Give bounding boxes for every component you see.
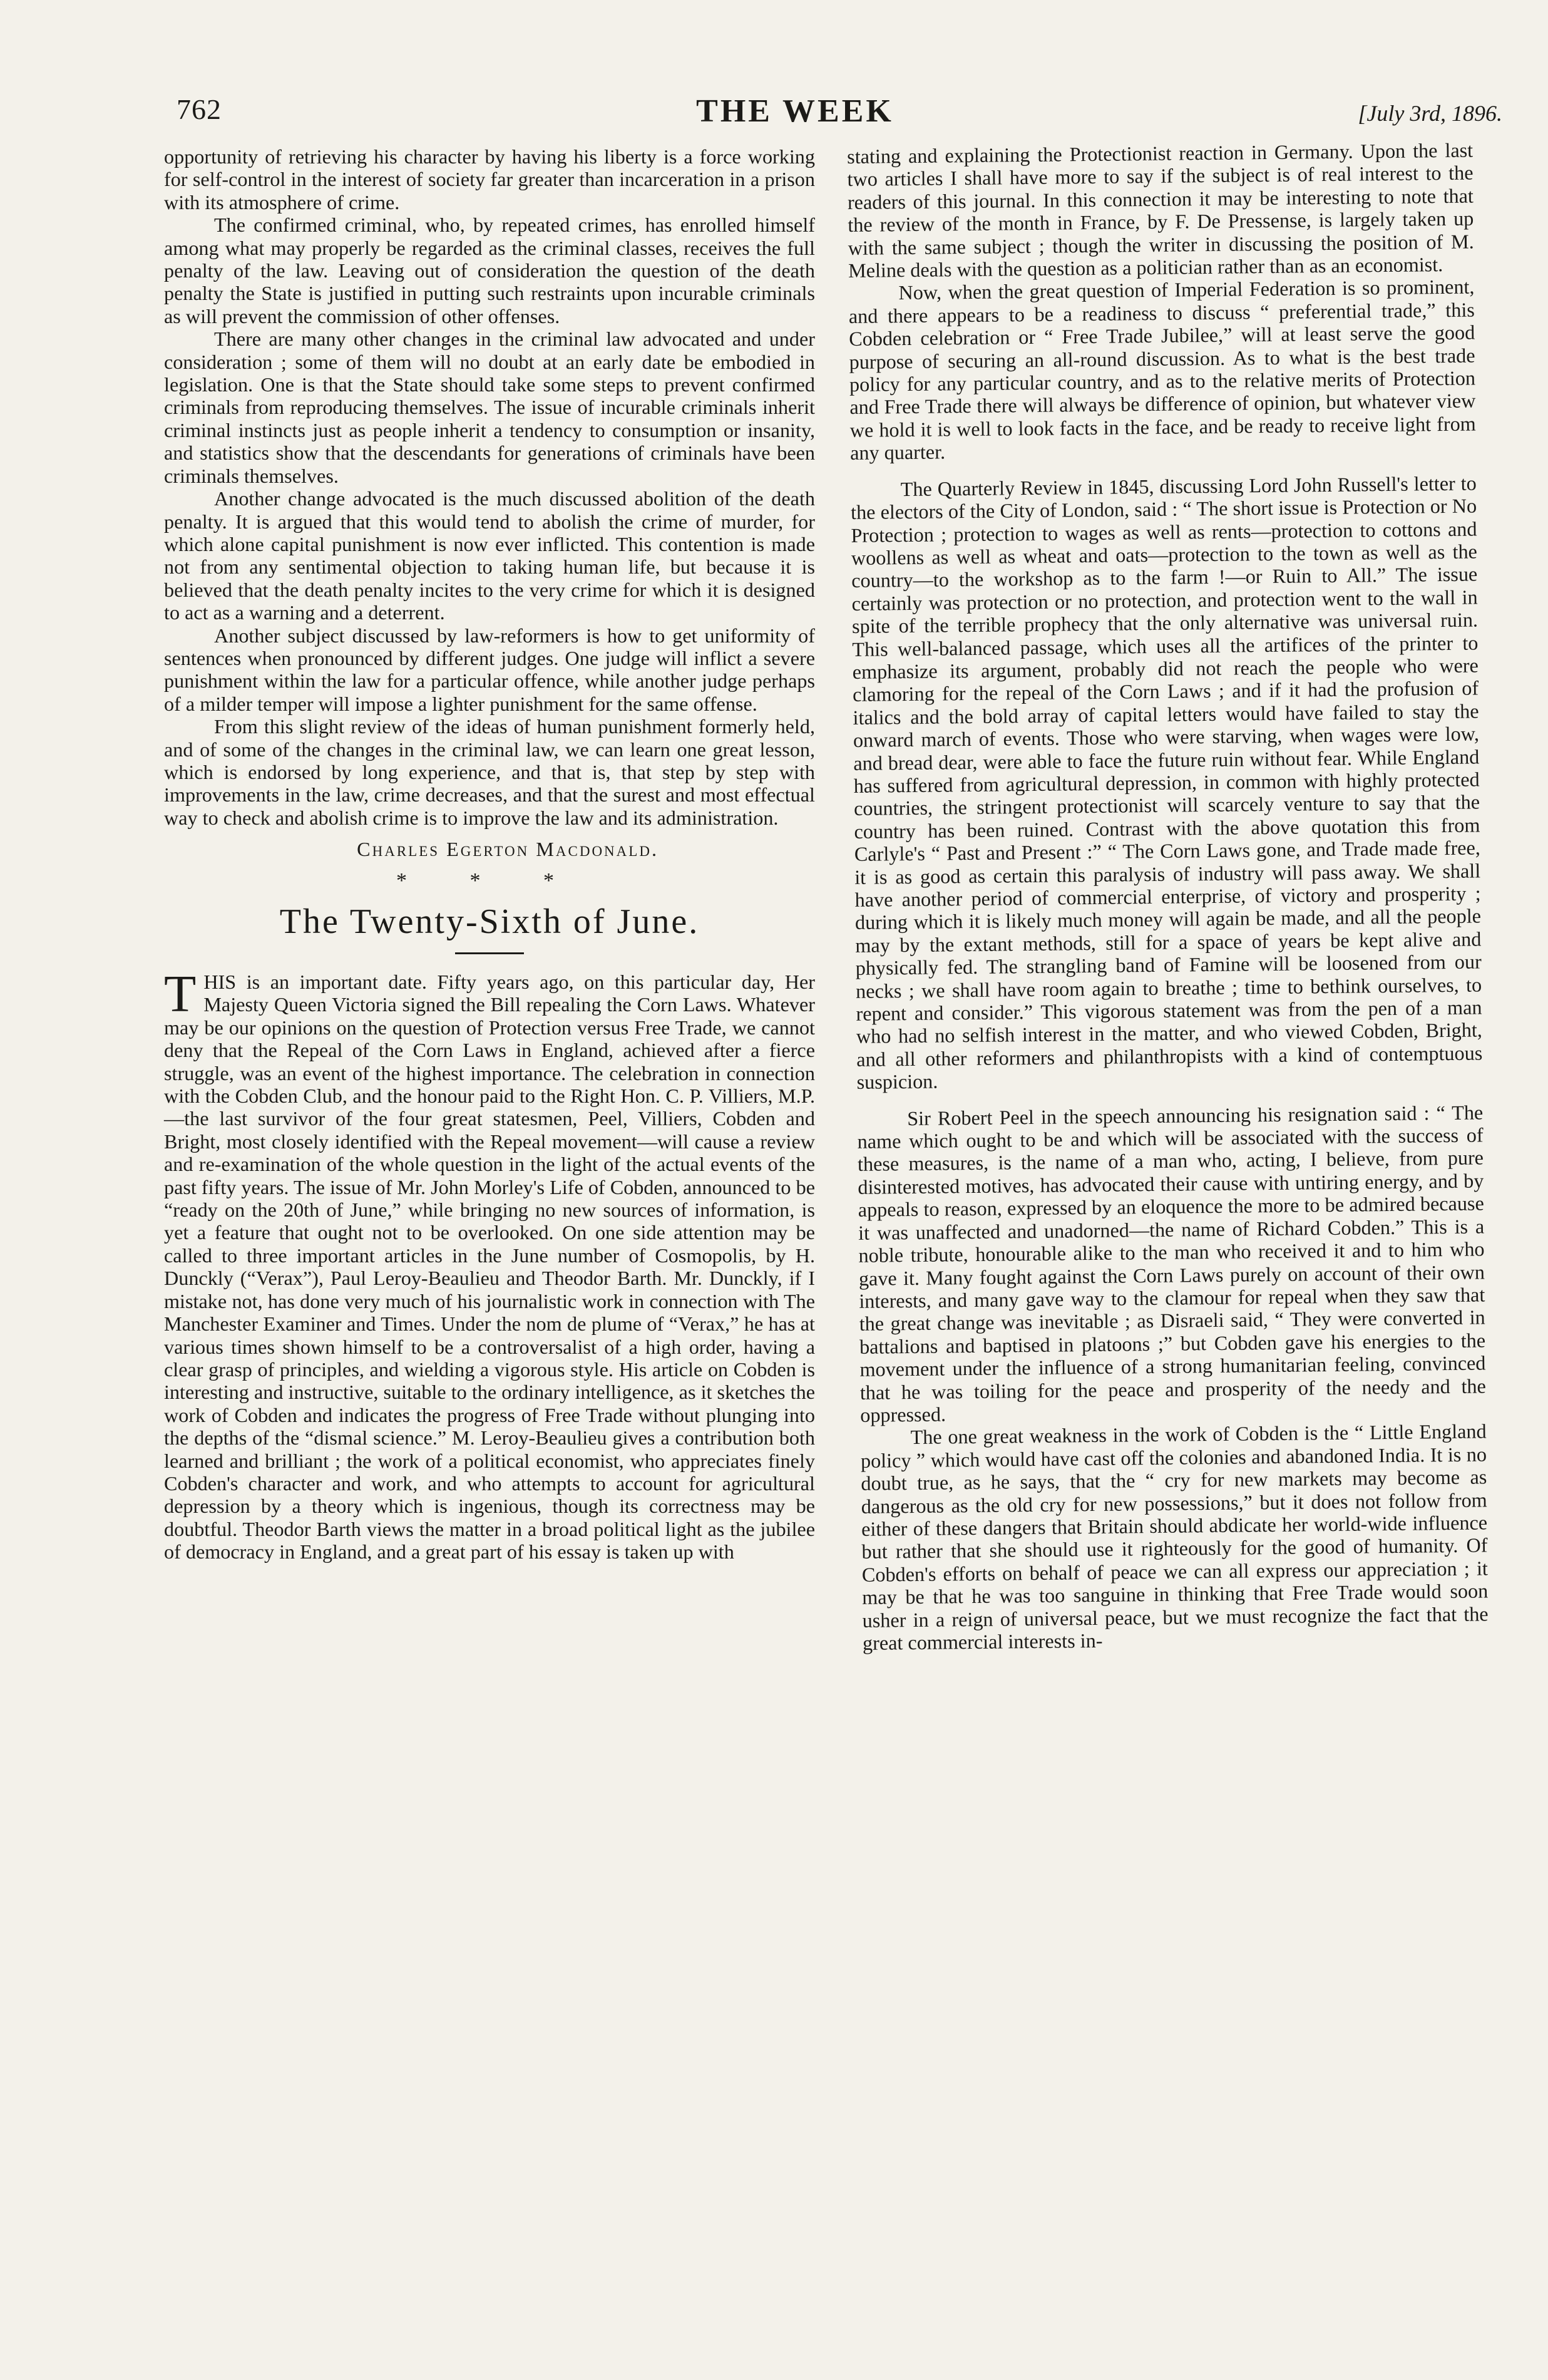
paragraph: stating and explaining the Protectionist reaction in Germany. Upon the last two articles I shall have more to say if the subject is of real interest to the readers of this journal. In this connection it may be interesting to note that the review of the month in France, by F. De Pressense, is largely taken up with the same subject ; though the writer in discussing the position of M. Meline deals with the question as a politician rather than as an economist.: [847, 138, 1474, 282]
paragraph: Another subject discussed by law-reformers is how to get uniformity of sentences when pronounced by different judges. One judge will inflict a severe punishment within the law for a particular offence, while another judge perhaps of a milder temper will impose a lighter punishment for the same offense.: [164, 624, 815, 715]
paragraph: opportunity of retrieving his character by having his liberty is a force working for self-control in the interest of society far greater than incarceration in a prison with its atmosphere of crime.: [164, 145, 815, 214]
issue-date: [July 3rd, 1896.: [1358, 101, 1502, 126]
author-signature: Charles Egerton Macdonald.: [357, 838, 659, 861]
paragraph: The confirmed criminal, who, by repeated crimes, has enrolled himself among what may properly be regarded as the criminal classes, receives the full penalty of the law. Leaving out of consideration the question of the death penalty the State is justified in putting such restraints upon incurable criminals as will prevent the commission of other offenses.: [164, 214, 815, 327]
paragraph: From this slight review of the ideas of human punishment formerly held, and of some of the changes in the criminal law, we can learn one great lesson, which is endorsed by long experience, and that is, that step by step with improvements in the law, crime decreases, and that the surest and most effectual way to check and abolish crime is to improve the law and its administration.: [164, 715, 815, 829]
page-number: 762: [177, 93, 222, 125]
left-column: [164, 145, 815, 1563]
drop-cap: T: [164, 965, 197, 1023]
paragraph: There are many other changes in the criminal law advocated and under consideration ; some of them will no doubt at an early date be embodied in legislation. One is that the State should take some steps to prevent confirmed criminals from reproducing themselves. The issue of incurable criminals inherit criminal instincts just as people inherit a tendency to consumption or insanity, and statistics show that the descendants for generations of criminals have been criminals themselves.: [164, 327, 815, 487]
paragraph: The one great weakness in the work of Cobden is the “ Little England policy ” which would have cast off the colonies and abandoned India. It is no doubt true, as he says, that the “ cry for new markets may become as dangerous as the old cry for new possessions,” but it does not follow from either of these dangers that Britain should abdicate her world-wide influence but rather that she should use it righteously for the good of humanity. Of Cobden's efforts on behalf of peace we can all express our appreciation ; it may be that he was too sanguine in thinking that Free Trade would soon usher in a reign of universal peace, but we must recognize the fact that the great commercial interests in-: [860, 1419, 1489, 1654]
title-rule: [455, 952, 524, 954]
opening-paragraph: [164, 965, 815, 1563]
right-column: [847, 139, 1489, 1655]
page-header: [0, 0, 1548, 144]
paragraph: Now, when the great question of Imperial Federation is so prominent, and there appears to be a readiness to discuss “ preferential trade,” this Cobden celebration or “ Free Trade Jubilee,” will at least serve the good purpose of securing an all-round discussion. As to what is the best trade policy for any particular country, and as to the relative merits of Protection and Free Trade there will always be difference of opinion, but whatever view we hold it is well to look facts in the face, and be ready to receive light from any quarter.: [848, 275, 1476, 465]
paragraph: Another change advocated is the much discussed abolition of the death penalty. It is argued that this would tend to abolish the crime of murder, for which alone capital punishment is now ever inflicted. This contention is made not from any sentimental objection to taking human life, but because it is believed that the death penalty incites to the very crime for which it is designed to act as a warning and a deterrent.: [164, 487, 815, 624]
section-separator: * * *: [396, 868, 583, 892]
section-title: The Twenty-Sixth of June.: [279, 902, 700, 941]
paragraph: Sir Robert Peel in the speech announcing his resignation said : “ The name which ought to be and which will be associated with the success of these measures, is the name of a man who, acting, I believe, from pure disinterested motives, has advocated their cause with untiring energy, and by appeals to reason, expressed by an eloquence the more to be admired because it was unaffected and unadorned—the name of Richard Cobden.” This is a noble tribute, honourable alike to the man who received it and to him who gave it. Many fought against the Corn Laws purely on account of their own interests, and many gave way to the clamour for repeal when they saw that the great change was inevitable ; as Disraeli said, “ They were converted in battalions and baptised in platoons ;” but Cobden gave his energies to the movement under the influence of a strong humanitarian feeling, convinced that he was toiling for the peace and prosperity of the needy and the oppressed.: [857, 1101, 1486, 1426]
opening-text: HIS is an important date. Fifty years ago, on this particular day, Her Majesty Queen Victoria signed the Bill repealing the Corn Laws. Whatever may be our opinions on the question of Protection versus Free Trade, we cannot deny that the Repeal of the Corn Laws in England, achieved after a fierce struggle, was an event of the highest importance. The celebration in connection with the Cobden Club, and the honour paid to the Right Hon. C. P. Villiers, M.P.—the last survivor of the four great statesmen, Peel, Villiers, Cobden and Bright, most closely identified with the Repeal movement—will cause a review and re-examination of the whole question in the light of the actual events of the past fifty years. The issue of Mr. John Morley's Life of Cobden, announced to be “ready on the 20th of June,” while bringing no new sources of information, is yet a feature that ought not to be overlooked. On one side attention may be called to three important articles in the June number of Cosmopolis, by H. Dunckly (“Verax”), Paul Leroy-Beaulieu and Theodor Barth. Mr. Dunckly, if I mistake not, has done very much of his journalistic work in connection with The Manchester Examiner and Times. Under the nom de plume of “Verax,” he has at various times shown himself to be a controversalist of a high order, having a clear grasp of principles, and wielding a vigorous style. His article on Cobden is interesting and instructive, suitable to the ordinary intelligence, as it sketches the work of Cobden and indicates the progress of Free Trade without plunging into the depths of the “dismal science.” M. Leroy-Beaulieu gives a contribution both learned and brilliant ; the work of a political economist, who appreciates finely Cobden's character and work, and who attempts to account for agricultural depression by a theory which is ingenious, though its correctness may be doubtful. Theodor Barth views the matter in a broad political light as the jubilee of democracy in England, and a great part of his essay is taken up with: [164, 971, 815, 1563]
paragraph: The Quarterly Review in 1845, discussing Lord John Russell's letter to the electors of the City of London, said : “ The short issue is Protection or No Protection ; protection to wages as well as rents—protection to cottons and woollens as well as wheat and oats—protection to the town as well as the country—to the workshop as to the farm !—or Ruin to All.” The issue certainly was protection or no protection, and protection went to the wall in spite of the terrible prophecy that the only alternative was universal ruin. This well-balanced passage, which uses all the artifices of the printer to emphasize its argument, probably did not reach the people who were clamoring for the repeal of the Corn Laws ; and if it had the profusion of italics and the bold array of capital letters would have failed to stay the onward march of events. Those who were starving, when wages were low, and bread dear, were able to face the future ruin without fear. While England has suffered from agricultural depression, in common with highly protected countries, the stringent protectionist will scarcely venture to say that the country has been ruined. Contrast with the above quotation this from Carlyle's “ Past and Present :” “ The Corn Laws gone, and Trade made free, it is as good as certain this paralysis of industry will pass away. We shall have another period of commercial enterprise, of victory and prosperity ; during which it is likely much money will again be made, and all the people may by the extant methods, still for a space of years be kept alive and physically fed. The strangling band of Famine will be loosened from our necks ; we shall have room again to breathe ; time to bethink ourselves, to repent and consider.” This vigorous statement was from the pen of a man who had no selfish interest in the matter, and who viewed Cobden, Bright, and all other reformers and philanthropists with a kind of contemptuous suspicion.: [850, 471, 1483, 1094]
journal-title: THE WEEK: [696, 93, 894, 129]
